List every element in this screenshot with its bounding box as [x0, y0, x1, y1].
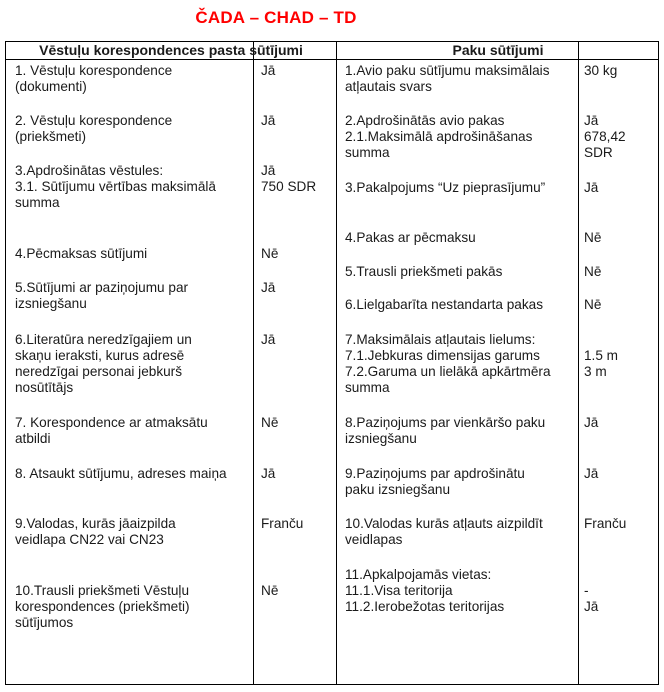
- right-row-value: Jā: [584, 466, 599, 481]
- column-divider: [578, 42, 579, 684]
- right-row-label: 8.Paziņojums par vienkāršo paku izsniegšanu: [345, 415, 546, 446]
- right-row-label: 11.Apkalpojamās vietas: 11.1.Visa teritorija 11.2.Ierobežotas teritorijas: [345, 567, 505, 614]
- left-row-value: Jā: [261, 332, 276, 347]
- left-row-value: Jā: [261, 63, 276, 78]
- left-row-value: Franču: [261, 516, 304, 531]
- right-row-value: - Jā: [584, 583, 599, 614]
- right-row-value: Franču: [584, 516, 627, 531]
- right-row-label: 2.Apdrošinātās avio pakas 2.1.Maksimālā apdrošināšanas summa: [345, 113, 533, 160]
- right-row-label: 4.Pakas ar pēcmaksu: [345, 230, 476, 245]
- right-section-header: Paku sūtījumi: [452, 42, 544, 58]
- services-table: [5, 41, 659, 685]
- right-row-value: Nē: [584, 297, 602, 312]
- left-row-label: 3.Apdrošinātas vēstules: 3.1. Sūtījumu vērtības maksimālā summa: [15, 163, 216, 210]
- right-row-value: Jā 678,42 SDR: [584, 113, 626, 160]
- page-title: ČADA – CHAD – TD: [195, 8, 357, 27]
- left-row-value: Jā: [261, 113, 276, 128]
- right-row-label: 1.Avio paku sūtījumu maksimālais atļautais svars: [345, 63, 550, 94]
- right-row-value: Jā: [584, 180, 599, 195]
- left-row-label: 5.Sūtījumi ar paziņojumu par izsniegšanu: [15, 280, 189, 311]
- left-section-header: Vēstuļu korespondences pasta sūtījumi: [39, 42, 303, 58]
- left-row-label: 9.Valodas, kurās jāaizpilda veidlapa CN22 vai CN23: [15, 516, 176, 547]
- right-row-label: 3.Pakalpojums “Uz pieprasījumu”: [345, 180, 546, 195]
- right-row-value: 30 kg: [584, 63, 618, 78]
- left-row-label: 8. Atsaukt sūtījumu, adreses maiņa: [15, 466, 227, 481]
- left-row-label: 6.Literatūra neredzīgajiem un skaņu ieraksti, kurus adresē neredzīgai personai jebkurš nosūtītājs: [15, 332, 192, 395]
- left-row-label: 10.Trausli priekšmeti Vēstuļu korespondences (priekšmeti) sūtījumos: [15, 583, 190, 630]
- column-divider: [336, 42, 337, 684]
- left-row-value: Jā: [261, 466, 276, 481]
- left-row-label: 1. Vēstuļu korespondence (dokumenti): [15, 63, 173, 94]
- right-row-value: Nē: [584, 264, 602, 279]
- right-row-label: 6.Lielgabarīta nestandarta pakas: [345, 297, 544, 312]
- right-row-value: Jā: [584, 415, 599, 430]
- left-row-label: 7. Korespondence ar atmaksātu atbildi: [15, 415, 208, 446]
- right-row-label: 10.Valodas kurās atļauts aizpildīt veidlapas: [345, 516, 543, 547]
- left-row-value: Nē: [261, 246, 279, 261]
- left-row-label: 2. Vēstuļu korespondence (priekšmeti): [15, 113, 173, 144]
- left-row-label: 4.Pēcmaksas sūtījumi: [15, 246, 148, 261]
- right-row-label: 7.Maksimālais atļautais lielums: 7.1.Jebkuras dimensijas garums 7.2.Garuma un lielākā apkārtmēra summa: [345, 332, 551, 395]
- right-row-value: 1.5 m 3 m: [584, 348, 618, 379]
- column-divider: [253, 42, 254, 684]
- left-row-value: Jā 750 SDR: [261, 163, 317, 194]
- left-row-value: Nē: [261, 583, 279, 598]
- right-row-value: Nē: [584, 230, 602, 245]
- left-row-value: Jā: [261, 280, 276, 295]
- left-row-value: Nē: [261, 415, 279, 430]
- header-divider: [6, 59, 658, 60]
- right-row-label: 9.Paziņojums par apdrošinātu paku izsniegšanu: [345, 466, 525, 497]
- right-row-label: 5.Trausli priekšmeti pakās: [345, 264, 503, 279]
